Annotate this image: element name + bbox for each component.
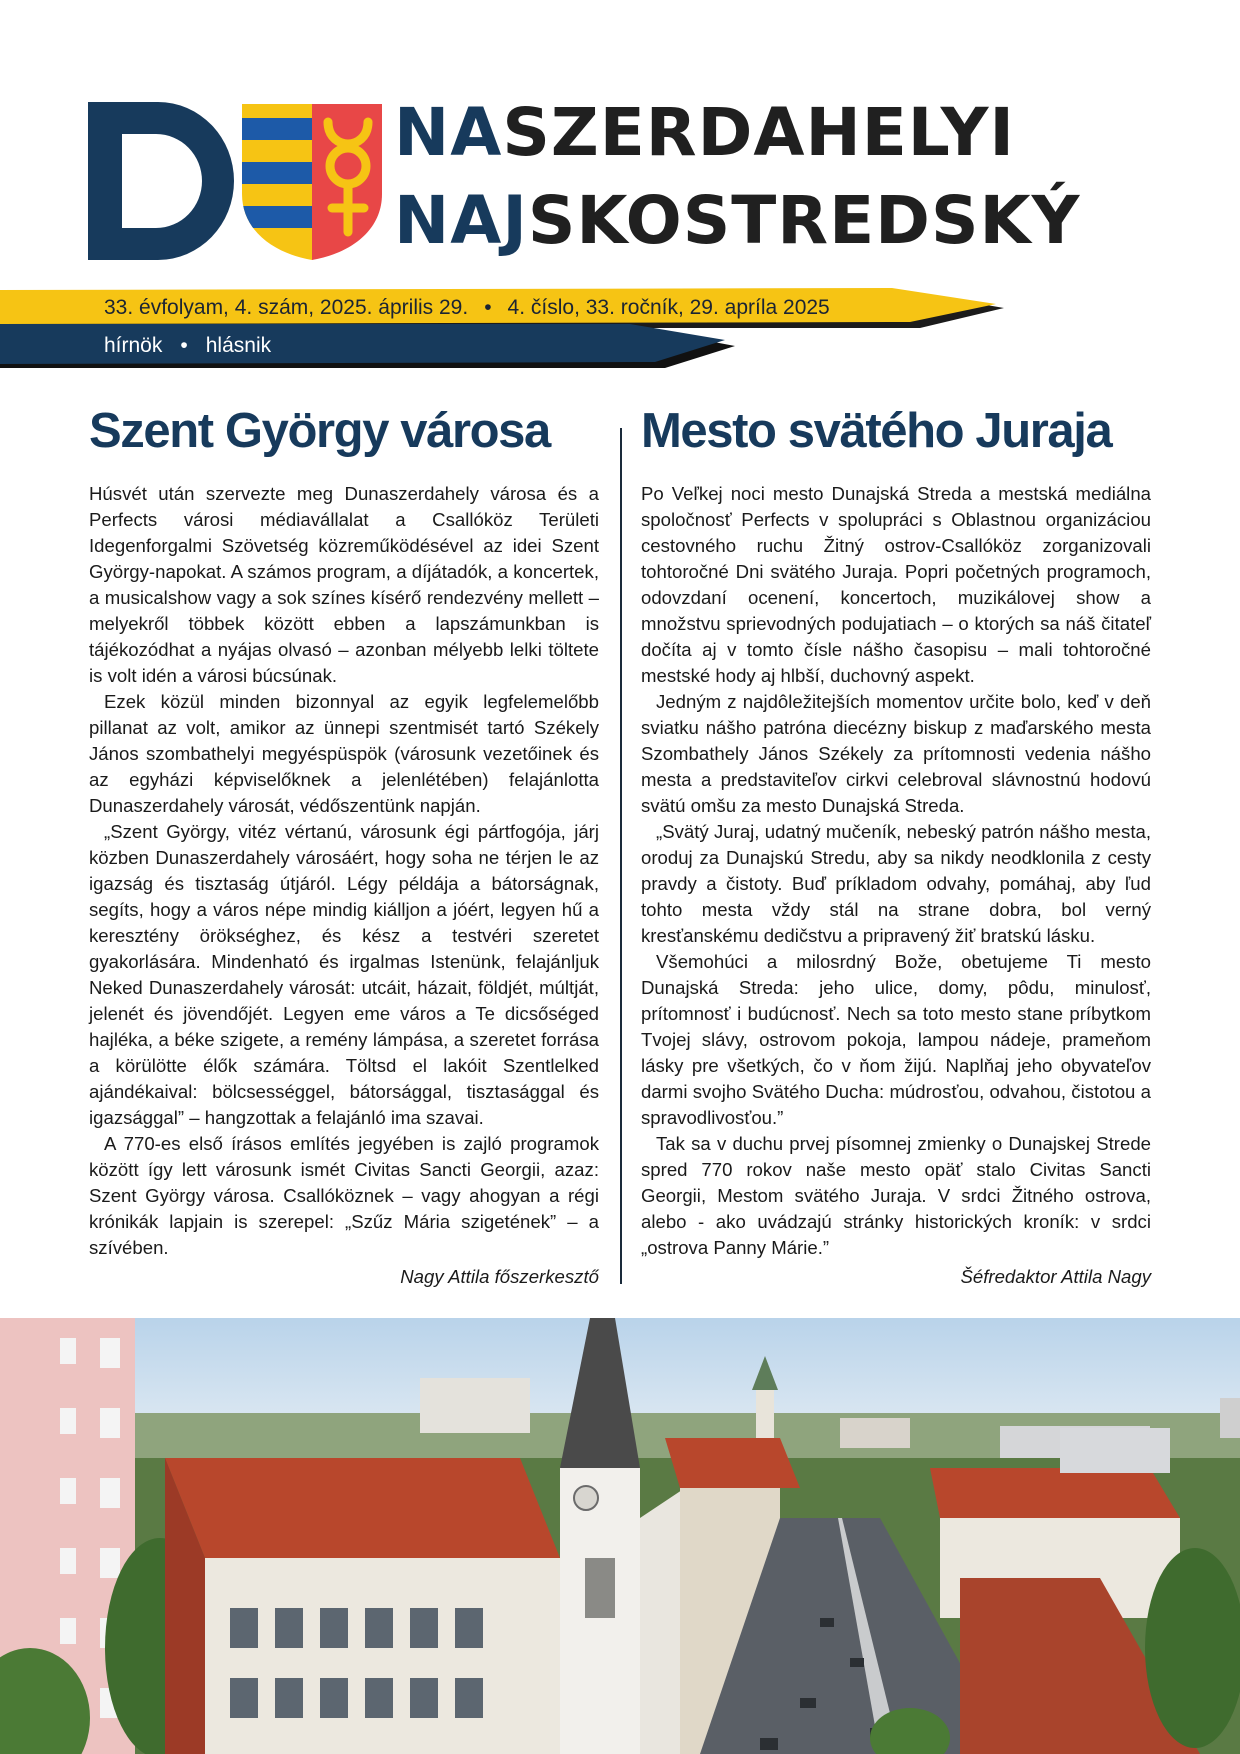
article-hu-signature: Nagy Attila főszerkesztő [400,1265,599,1287]
kind-hu: hírnök [104,334,163,357]
article-slovak [641,404,1151,1290]
masthead-title-line-1 [394,94,1015,171]
article-sk-paragraph: „Svätý Juraj, udatný mučeník, nebeský patrón nášho mesta, oroduj za Dunajskú Stredu, aby sa nikdy neodklonila z cesty pravdy a čistoty. Buď príkladom odvahy, pomáhaj, aby ľud tohto mesta vždy stál na strane dobra, bol verný kresťanskému dedičstvu a pripravený žiť bratskú lásku. [641,820,1151,946]
masthead-line1-rest: SZERDAHELYI [502,94,1015,171]
article-hu-title: Szent György városa [89,404,550,458]
article-sk-body [641,481,1151,1261]
masthead-line2-rest: SKOSTREDSKÝ [527,182,1081,259]
town-aerial-photo [0,1318,1240,1754]
article-hu-paragraph: A 770-es első írásos említés jegyében is zajló programok között így lett városunk ismét Civitas Sancti Georgii, azaz: Szent György városa. Csallóköznek – vagy ahogyan a régi krónikák lapjain is szerepel: „Szűz Mária szigetének” – a szívében. [89,1132,599,1258]
article-sk-paragraph: Po Veľkej noci mesto Dunajská Streda a mestská mediálna spoločnosť Perfects v spolupráci s Oblastnou organizáciou cestovného ruchu Žitný ostrov-Csallóköz zorganizovali tohtoročné Dni svätého Juraja. Popri početných programoch, odovzdaní ocenení, koncertoch, muzikálovej show a množstvu sprievodných podujatiach – o ktorých sa náš čitateľ dočíta aj v tomto čísle nášho časopisu – mali tohtoročné mestské hody aj hlbší, duchovný aspekt. [641,482,1151,686]
logo-letter-d [88,102,240,260]
article-hu-paragraph: Húsvét után szervezte meg Dunaszerdahely városa és a Perfects városi médiavállalat a Csallóköz Területi Idegenforgalmi Szövetség közreműködésével az idei Szent György-napokat. A számos program, a díjátadók, a koncertek, a musicalshow vagy a sok színes kísérő rendezvény mellett – melyekről többek között ebben a lapszámunkban is tájékozódhat a nyájas olvasó – azonban mélyebb lelki töltete is volt idén a városi búcsúnak. [89,482,599,686]
publication-kind [104,329,271,363]
issue-separator: • [484,296,492,319]
article-hu-paragraph: Ezek közül minden bizonnyal az egyik legfelemelőbb pillanat az volt, amikor az ünnepi szentmisét tartó Székely János szombathelyi megyéspüspök (városunk vezetőinek és az egyházi képviselőknek a jelenlétében) felajánlotta Dunaszerdahely városát, védőszentünk napján. [89,690,599,816]
article-sk-paragraph: Tak sa v duchu prvej písomnej zmienky o Dunajskej Strede spred 770 rokov naše mesto opäť stalo Civitas Sancti Georgii, Mestom svätého Juraja. V srdci Žitného ostrova, alebo - ako uvádzajú stránky historických kroník: v srdci „ostrova Panny Márie.” [641,1132,1151,1258]
article-hungarian [89,404,599,1290]
article-hu-body [89,481,599,1261]
issue-info-sk: 4. číslo, 33. ročník, 29. apríla 2025 [507,296,830,319]
article-sk-paragraph: Jedným z najdôležitejších momentov určite bolo, keď v deň sviatku nášho patróna diecézny biskup z maďarského mesta Szombathely János Székely za prítomnosti vedenia nášho mesta a predstaviteľov cirkvi celebroval slávnostnú hodovú svätú omšu za mesto Dunajská Streda. [641,690,1151,816]
article-sk-paragraph: Všemohúci a milosrdný Bože, obetujeme Ti mesto Dunajská Streda: jeho ulice, domy, pôdu, minulosť, prítomnosť i budúcnosť. Nech sa toto mesto stane príbytkom Tvojej slávy, ostrovom pokoja, lampou nádeje, prameňom lásky pre všetkých, čo v ňom žijú. Naplňaj jeho obyvateľov darmi svojho Svätého Ducha: múdrosťou, odvahou, čistotou a spravodlivosťou.” [641,950,1151,1128]
coat-of-arms-icon [242,104,382,260]
article-sk-signature: Šéfredaktor Attila Nagy [960,1265,1151,1287]
article-sk-title: Mesto svätého Juraja [641,404,1112,458]
kind-sk: hlásnik [205,334,272,357]
masthead-line2-accent: NAJ [394,182,528,259]
masthead-title-line-2 [394,182,1081,259]
article-hu-paragraph: „Szent György, vitéz vértanú, városunk égi pártfogója, járj közben Dunaszerdahely városáért, hogy soha ne térjen le az igazság és tisztaság útjáról. Légy példája a bátorságnak, segíts, hogy a város népe mindig kiálljon a jóért, legyen hű a keresztény örökséghez, és kész a testvéri szeretet gyakorlására. Mindenható és irgalmas Istenünk, felajánljuk Neked Dunaszerdahely városát: utcáit, házait, földjét, múltját, jelenét és jövendőjét. Legyen eme város a Te dicsőséged hajléka, a béke szigete, a remény lámpása, a szeretet forrása a körülötte élők számára. Töltsd el lakóit Szentlelked ajándékaival: bölcsességgel, bátorsággal, tisztasággal és igazsággal” – hangzottak a felajánló ima szavai. [89,820,599,1128]
issue-info [104,291,830,325]
kind-separator: • [180,334,188,357]
issue-info-hu: 33. évfolyam, 4. szám, 2025. április 29. [104,296,469,319]
masthead-line1-accent: NA [394,94,503,171]
column-divider [620,428,622,1284]
